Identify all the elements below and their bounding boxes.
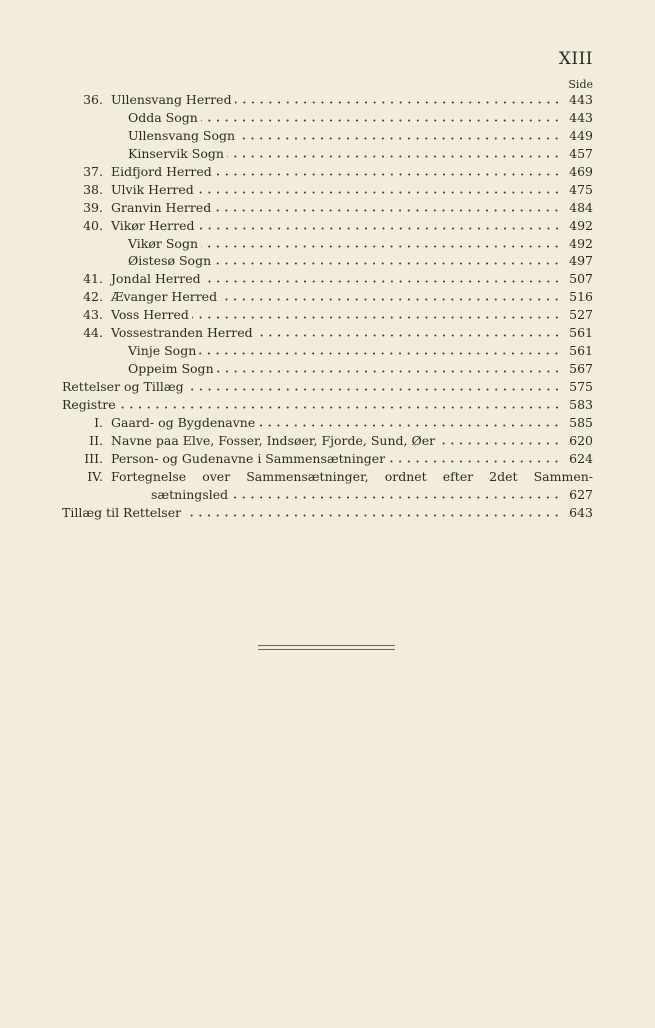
entry-number: 39. bbox=[83, 199, 103, 215]
toc-entry bbox=[62, 325, 593, 343]
entry-title: Oppeim Sogn bbox=[128, 361, 214, 377]
entry-page: 443 bbox=[569, 109, 593, 125]
dot-leader bbox=[227, 155, 561, 158]
dot-leader bbox=[199, 352, 561, 355]
toc-entry bbox=[62, 164, 593, 182]
dot-leader bbox=[201, 119, 561, 122]
entry-title: Fortegnelse over Sammensætninger, ordnet efter 2det Sammen- bbox=[111, 468, 593, 484]
toc-entry bbox=[62, 361, 593, 379]
toc-entry bbox=[62, 415, 593, 433]
entry-title: Jondal Herred bbox=[111, 271, 201, 287]
entry-page: 507 bbox=[569, 271, 593, 287]
entry-page: 484 bbox=[569, 199, 593, 215]
dot-leader bbox=[204, 280, 561, 283]
toc-entry bbox=[62, 469, 593, 487]
entry-number: 37. bbox=[83, 163, 103, 179]
dot-leader bbox=[220, 298, 561, 301]
toc-entry bbox=[62, 253, 593, 271]
entry-title: Person- og Gudenavne i Sammensætninger bbox=[111, 450, 386, 466]
entry-number: 44. bbox=[83, 325, 103, 341]
entry-title: Ævanger Herred bbox=[111, 289, 218, 305]
dot-leader bbox=[214, 209, 561, 212]
dot-leader bbox=[258, 424, 561, 427]
entry-number: IV. bbox=[87, 468, 103, 484]
page-number: XIII bbox=[558, 49, 593, 69]
entry-title: Kinservik Sogn bbox=[128, 145, 224, 161]
entry-number: I. bbox=[94, 414, 103, 430]
dot-leader bbox=[231, 496, 561, 499]
dot-leader bbox=[187, 388, 561, 391]
toc-entry bbox=[62, 487, 593, 505]
entry-number: 40. bbox=[83, 217, 103, 233]
dot-leader bbox=[198, 227, 561, 230]
page-column-header: Side bbox=[568, 78, 593, 91]
dot-leader bbox=[256, 334, 561, 337]
entry-number: II. bbox=[89, 432, 103, 448]
toc-entry bbox=[62, 505, 593, 523]
entry-title: Vikør Herred bbox=[111, 217, 195, 233]
entry-title: Tillæg til Rettelser bbox=[62, 504, 182, 520]
entry-page: 585 bbox=[569, 414, 593, 430]
entry-number: 41. bbox=[83, 271, 103, 287]
dot-leader bbox=[215, 173, 561, 176]
entry-page: 620 bbox=[569, 432, 593, 448]
dot-leader bbox=[192, 316, 561, 319]
toc-entry bbox=[62, 200, 593, 218]
entry-title: Eidfjord Herred bbox=[111, 163, 212, 179]
entry-title: sætningsled bbox=[151, 486, 229, 502]
dot-leader bbox=[201, 245, 561, 248]
entry-title: Registre bbox=[62, 396, 116, 412]
dot-leader bbox=[184, 514, 561, 517]
entry-number: 42. bbox=[83, 289, 103, 305]
entry-page: 492 bbox=[569, 235, 593, 251]
entry-title: Vinje Sogn bbox=[128, 343, 197, 359]
dot-leader bbox=[388, 460, 561, 463]
toc-entry bbox=[62, 146, 593, 164]
entry-title: Odda Sogn bbox=[128, 109, 198, 125]
entry-page: 527 bbox=[569, 307, 593, 323]
entry-page: 497 bbox=[569, 253, 593, 269]
entry-number: 36. bbox=[83, 92, 103, 107]
toc-entry bbox=[62, 236, 593, 254]
entry-page: 469 bbox=[569, 163, 593, 179]
toc-entry bbox=[62, 92, 593, 110]
entry-page: 627 bbox=[569, 486, 593, 502]
entry-title: Rettelser og Tillæg bbox=[62, 379, 184, 394]
entry-number: 43. bbox=[83, 307, 103, 323]
entry-page: 457 bbox=[569, 145, 593, 161]
toc-entry bbox=[62, 289, 593, 307]
toc-entry bbox=[62, 218, 593, 236]
toc-entry bbox=[62, 451, 593, 469]
toc-entry bbox=[62, 397, 593, 415]
dot-leader bbox=[217, 370, 561, 373]
entry-page: 449 bbox=[569, 127, 593, 143]
entry-page: 492 bbox=[569, 217, 593, 233]
toc-entry bbox=[62, 110, 593, 128]
entry-title: Ulvik Herred bbox=[111, 181, 194, 197]
entry-page: 561 bbox=[569, 343, 593, 359]
dot-leader bbox=[119, 406, 561, 409]
entry-title: Vossestranden Herred bbox=[111, 325, 253, 341]
entry-title: Ullensvang Herred bbox=[111, 92, 232, 107]
entry-title: Vikør Sogn bbox=[128, 235, 198, 251]
entry-title: Gaard- og Bygdenavne bbox=[111, 414, 256, 430]
entry-number: III. bbox=[84, 450, 103, 466]
entry-page: 475 bbox=[569, 181, 593, 197]
dot-leader bbox=[235, 101, 561, 104]
table-of-contents bbox=[62, 92, 593, 523]
entry-page: 443 bbox=[569, 92, 593, 107]
entry-title: Granvin Herred bbox=[111, 199, 212, 215]
entry-page: 624 bbox=[569, 450, 593, 466]
entry-page: 561 bbox=[569, 325, 593, 341]
toc-entry bbox=[62, 307, 593, 325]
decorative-rule bbox=[258, 645, 395, 646]
dot-leader bbox=[238, 137, 561, 140]
entry-page: 516 bbox=[569, 289, 593, 305]
entry-number: 38. bbox=[83, 181, 103, 197]
entry-title: Øistesø Sogn bbox=[128, 253, 212, 269]
dot-leader bbox=[197, 191, 561, 194]
dot-leader bbox=[438, 442, 561, 445]
toc-entry bbox=[62, 433, 593, 451]
toc-entry bbox=[62, 343, 593, 361]
toc-entry bbox=[62, 128, 593, 146]
dot-leader bbox=[214, 262, 561, 265]
entry-page: 583 bbox=[569, 396, 593, 412]
toc-entry bbox=[62, 182, 593, 200]
entry-page: 643 bbox=[569, 504, 593, 520]
entry-title: Voss Herred bbox=[111, 307, 189, 323]
entry-page: 575 bbox=[569, 379, 593, 394]
decorative-rule bbox=[258, 649, 395, 650]
entry-title: Navne paa Elve, Fosser, Indsøer, Fjorde, Sund, Øer bbox=[111, 432, 436, 448]
entry-title: Ullensvang Sogn bbox=[128, 127, 236, 143]
toc-entry bbox=[62, 379, 593, 397]
entry-page: 567 bbox=[569, 361, 593, 377]
toc-entry bbox=[62, 271, 593, 289]
